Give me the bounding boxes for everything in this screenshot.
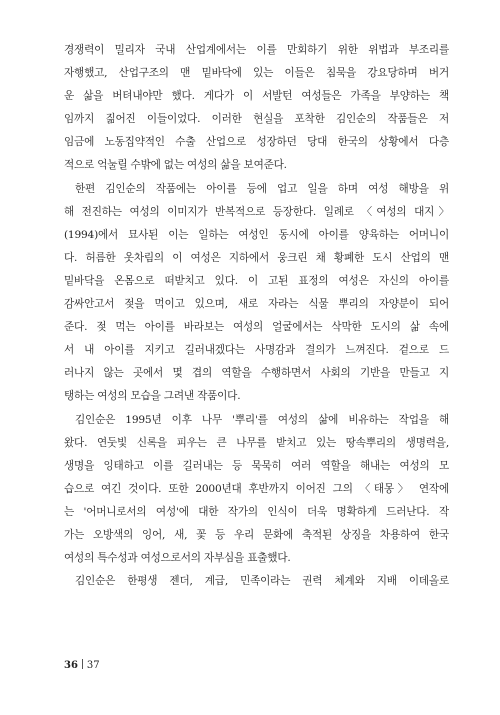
text-line: 한편 김인순의 작품에는 아이를 등에 업고 일을 하며 여성 해방을 위 (75, 182, 449, 195)
text-line: 생명을 잉태하고 이를 길러내는 등 묵묵히 여러 역할을 해내는 여성의 모 (64, 459, 449, 472)
text-line: 밑바닥을 온몸으로 떠받치고 있다. 이 고된 표정의 여성은 자신의 아이를 (64, 274, 449, 287)
text-line: 임금에 노동집약적인 수출 산업으로 성장하던 당대 한국의 상황에서 다층 (64, 136, 449, 149)
body-text (64, 39, 449, 593)
text-line: 는 '어머니로서의 여성'에 대한 작가의 인식이 더욱 명확하게 드러난다. 작 (64, 505, 449, 518)
folio-divider (82, 659, 83, 669)
text-line: (1994)에서 묘사된 이는 일하는 여성인 동시에 아이를 양육하는 어머니이 (64, 228, 449, 241)
text-line: 감싸안고서 젖을 먹이고 있으며, 새로 자라는 식물 뿌리의 자양분이 되어 (64, 298, 449, 311)
text-line: 왔다. 연둣빛 신록을 피우는 큰 나무를 받치고 있는 땅속뿌리의 생명력을, (64, 436, 449, 449)
text-line: 경쟁력이 밀리자 국내 산업계에서는 이를 만회하기 위한 위법과 부조리를 (64, 44, 449, 56)
text-line: 가는 오방색의 잉어, 새, 꽃 등 우리 문화에 축적된 상징을 차용하여 한국 (64, 528, 449, 541)
text-line: 적으로 억눌릴 수밖에 없는 여성의 삶을 보여준다. (64, 159, 287, 172)
text-line: 자행했고, 산업구조의 맨 밑바닥에 있는 이들은 침묵을 강요당하며 버거 (64, 67, 449, 80)
text-line: 임까지 짊어진 이들이었다. 이러한 현실을 포착한 김인순의 작품들은 저 (64, 113, 449, 126)
section-number: 37 (86, 660, 100, 671)
text-line: 러나지 않는 곳에서 몇 겹의 역할을 수행하면서 사회의 기반을 만들고 지 (64, 367, 449, 380)
text-line: 습으로 여긴 것이다. 또한 2000년대 후반까지 이어진 그의 〈태몽〉 연작에 (64, 482, 449, 495)
text-line: 탱하는 여성의 모습을 그려낸 작품이다. (64, 390, 241, 403)
text-line: 운 삶을 버텨내야만 했다. 게다가 이 서발턴 여성들은 가족을 부양하는 책 (64, 90, 449, 103)
text-line: 김인순은 한평생 젠더, 계급, 민족이라는 권력 체계와 지배 이데올로 (75, 575, 449, 588)
page-number: 36 (64, 660, 78, 671)
text-line: 다. 허름한 옷차림의 이 여성은 지하에서 웅크린 채 황폐한 도시 산업의 맨 (64, 251, 449, 264)
text-line: 여성의 특수성과 여성으로서의 자부심을 표출했다. (64, 552, 291, 565)
text-line: 김인순은 1995년 이후 나무 '뿌리'를 여성의 삶에 비유하는 작업을 해 (75, 413, 449, 426)
text-line: 해 전진하는 여성의 이미지가 반복적으로 등장한다. 일례로 〈여성의 대지〉 (64, 205, 449, 218)
text-line: 서 내 아이를 지키고 길러내겠다는 사명감과 결의가 느껴진다. 겉으로 드 (64, 344, 449, 357)
folio (64, 659, 100, 671)
text-line: 준다. 젖 먹는 아이를 바라보는 여성의 얼굴에서는 삭막한 도시의 삶 속에 (64, 321, 449, 334)
